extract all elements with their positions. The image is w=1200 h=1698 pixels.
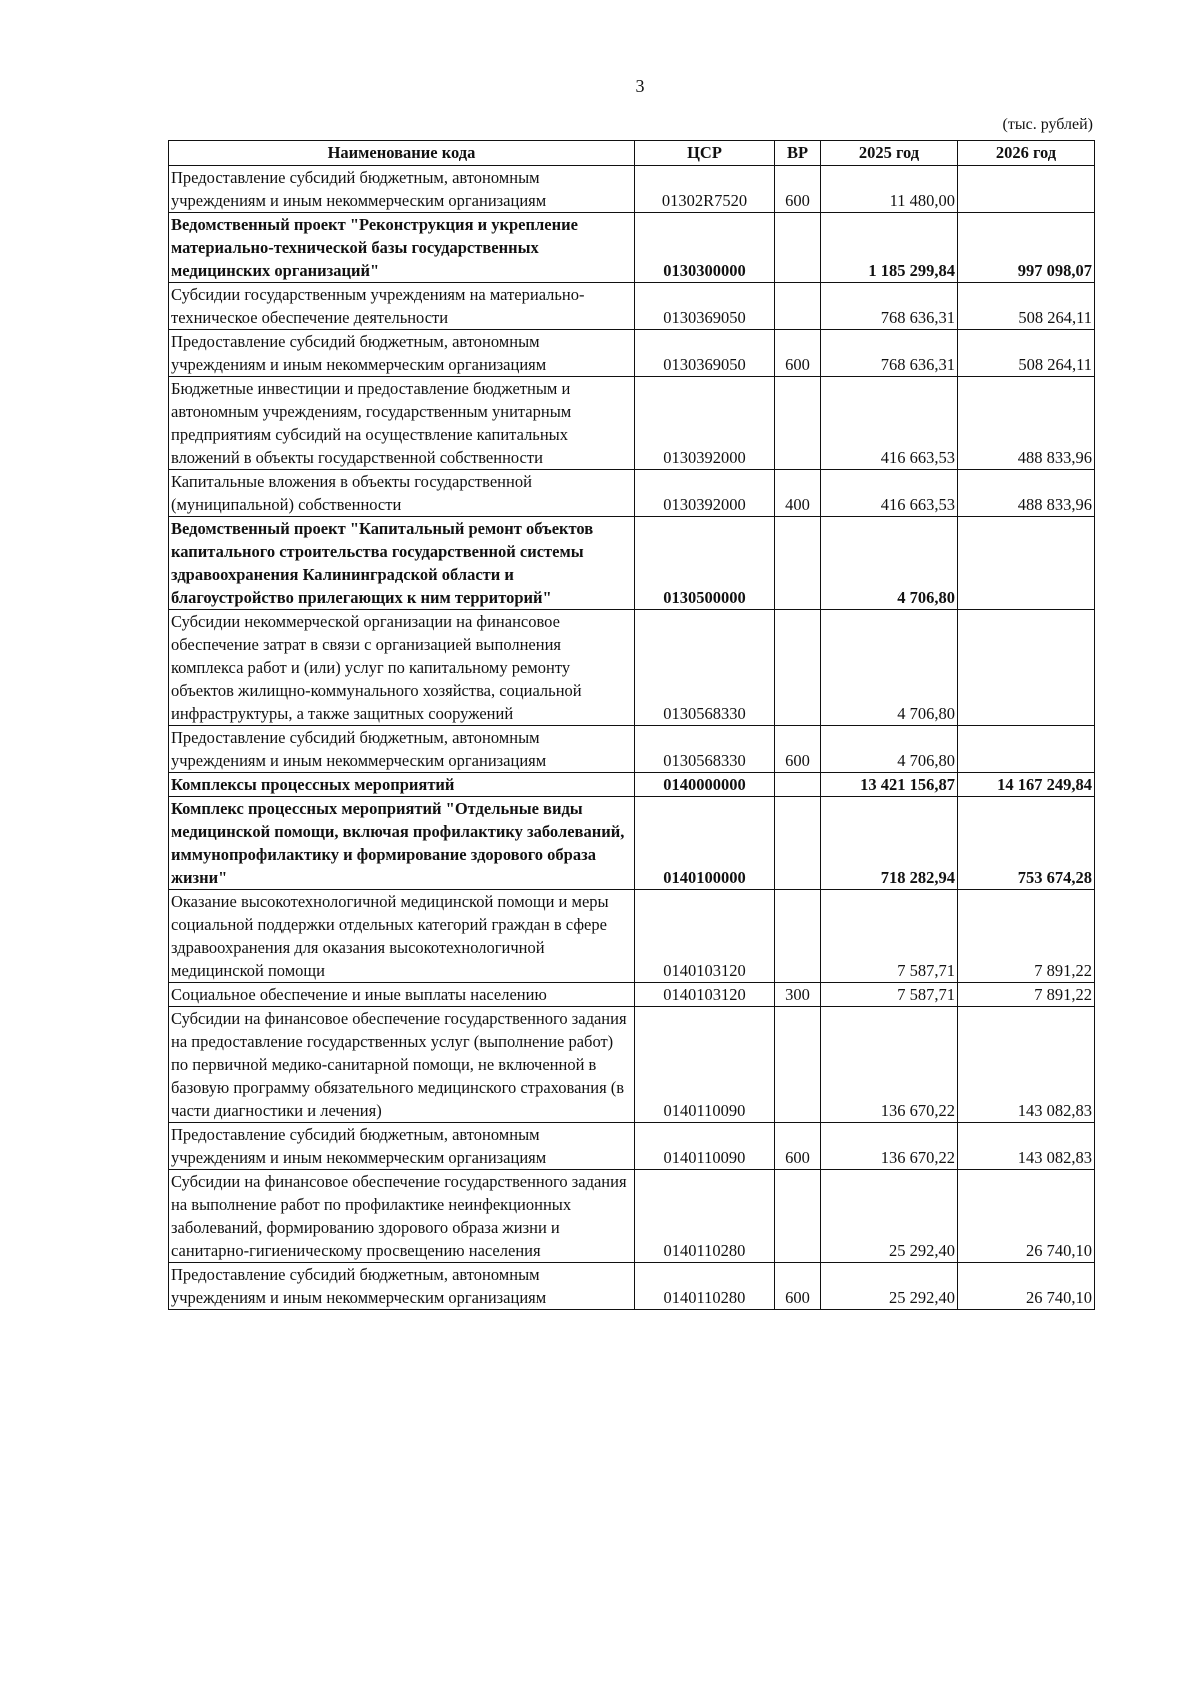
row-2025: 25 292,40 xyxy=(821,1170,958,1263)
row-2026: 508 264,11 xyxy=(958,283,1095,330)
row-2026: 7 891,22 xyxy=(958,890,1095,983)
table-row xyxy=(169,213,1095,283)
row-csr: 0140110090 xyxy=(635,1007,775,1123)
row-2025: 768 636,31 xyxy=(821,283,958,330)
row-name: Бюджетные инвестиции и предоставление бюджетным и автономным учреждениям, государственным унитарным предприятиям субсидий на осуществление капитальных вложений в объекты государственной собственности xyxy=(169,377,635,470)
row-csr: 0140110280 xyxy=(635,1170,775,1263)
row-csr: 0140100000 xyxy=(635,797,775,890)
row-2025: 1 185 299,84 xyxy=(821,213,958,283)
row-csr: 01302R7520 xyxy=(635,166,775,213)
row-csr: 0130369050 xyxy=(635,283,775,330)
table-row xyxy=(169,726,1095,773)
row-2025: 136 670,22 xyxy=(821,1123,958,1170)
row-2026 xyxy=(958,610,1095,726)
row-csr: 0130500000 xyxy=(635,517,775,610)
row-name: Предоставление субсидий бюджетным, автономным учреждениям и иным некоммерческим организациям xyxy=(169,330,635,377)
table-row xyxy=(169,377,1095,470)
header-2026: 2026 год xyxy=(958,141,1095,166)
table-row xyxy=(169,1007,1095,1123)
row-name: Социальное обеспечение и иные выплаты населению xyxy=(169,983,635,1007)
row-name: Комплексы процессных мероприятий xyxy=(169,773,635,797)
table-row xyxy=(169,1170,1095,1263)
row-csr: 0140110280 xyxy=(635,1263,775,1310)
row-2026: 753 674,28 xyxy=(958,797,1095,890)
budget-table xyxy=(168,140,1095,1310)
row-name: Предоставление субсидий бюджетным, автономным учреждениям и иным некоммерческим организациям xyxy=(169,1263,635,1310)
row-name: Субсидии на финансовое обеспечение государственного задания на предоставление государственных услуг (выполнение работ) по первичной медико-санитарной помощи, не включенной в базовую программу обязательного медицинского страхования (в части диагностики и лечения) xyxy=(169,1007,635,1123)
row-2026: 508 264,11 xyxy=(958,330,1095,377)
table-row xyxy=(169,330,1095,377)
row-2026: 14 167 249,84 xyxy=(958,773,1095,797)
table-row xyxy=(169,797,1095,890)
table-row xyxy=(169,890,1095,983)
row-name: Ведомственный проект "Реконструкция и укрепление материально-технической базы государственных медицинских организаций" xyxy=(169,213,635,283)
row-vr xyxy=(775,610,821,726)
row-name: Оказание высокотехнологичной медицинской помощи и меры социальной поддержки отдельных категорий граждан в сфере здравоохранения для оказания высокотехнологичной медицинской помощи xyxy=(169,890,635,983)
row-2025: 7 587,71 xyxy=(821,983,958,1007)
row-2025: 718 282,94 xyxy=(821,797,958,890)
row-csr: 0130568330 xyxy=(635,726,775,773)
row-2026: 26 740,10 xyxy=(958,1170,1095,1263)
row-2026: 997 098,07 xyxy=(958,213,1095,283)
header-2025: 2025 год xyxy=(821,141,958,166)
row-2025: 416 663,53 xyxy=(821,377,958,470)
table-row xyxy=(169,983,1095,1007)
row-vr: 400 xyxy=(775,470,821,517)
table-row xyxy=(169,470,1095,517)
header-name: Наименование кода xyxy=(169,141,635,166)
page-number: 3 xyxy=(635,76,645,96)
table-body xyxy=(169,166,1095,1310)
row-vr xyxy=(775,377,821,470)
row-name: Предоставление субсидий бюджетным, автономным учреждениям и иным некоммерческим организациям xyxy=(169,166,635,213)
table-row xyxy=(169,610,1095,726)
table-row xyxy=(169,773,1095,797)
table-row xyxy=(169,517,1095,610)
row-2026 xyxy=(958,166,1095,213)
row-name: Субсидии государственным учреждениям на материально-техническое обеспечение деятельности xyxy=(169,283,635,330)
row-2025: 416 663,53 xyxy=(821,470,958,517)
header-csr: ЦСР xyxy=(635,141,775,166)
row-vr: 600 xyxy=(775,1263,821,1310)
row-vr: 300 xyxy=(775,983,821,1007)
row-csr: 0140000000 xyxy=(635,773,775,797)
row-2025: 136 670,22 xyxy=(821,1007,958,1123)
row-csr: 0140103120 xyxy=(635,890,775,983)
row-2026: 143 082,83 xyxy=(958,1123,1095,1170)
row-2025: 11 480,00 xyxy=(821,166,958,213)
row-vr xyxy=(775,797,821,890)
row-2025: 4 706,80 xyxy=(821,517,958,610)
header-vr: ВР xyxy=(775,141,821,166)
row-2025: 768 636,31 xyxy=(821,330,958,377)
row-name: Ведомственный проект "Капитальный ремонт объектов капитального строительства государственной системы здравоохранения Калининградской области и благоустройство прилегающих к ним территорий" xyxy=(169,517,635,610)
row-name: Капитальные вложения в объекты государственной (муниципальной) собственности xyxy=(169,470,635,517)
row-vr xyxy=(775,890,821,983)
row-name: Субсидии на финансовое обеспечение государственного задания на выполнение работ по профилактике неинфекционных заболеваний, формированию здорового образа жизни и санитарно-гигиеническому просвещению населения xyxy=(169,1170,635,1263)
table-row xyxy=(169,1123,1095,1170)
row-vr xyxy=(775,213,821,283)
row-2025: 4 706,80 xyxy=(821,726,958,773)
table-row xyxy=(169,1263,1095,1310)
row-2025: 4 706,80 xyxy=(821,610,958,726)
row-csr: 0140103120 xyxy=(635,983,775,1007)
row-vr: 600 xyxy=(775,330,821,377)
row-vr xyxy=(775,517,821,610)
row-csr: 0140110090 xyxy=(635,1123,775,1170)
row-name: Субсидии некоммерческой организации на финансовое обеспечение затрат в связи с организацией выполнения комплекса работ и (или) услуг по капитальному ремонту объектов жилищно-коммунального хозяйства, социальной инфраструктуры, а также защитных сооружений xyxy=(169,610,635,726)
row-vr xyxy=(775,1170,821,1263)
table-row xyxy=(169,166,1095,213)
row-name: Комплекс процессных мероприятий "Отдельные виды медицинской помощи, включая профилактику заболеваний, иммунопрофилактику и формирование здорового образа жизни" xyxy=(169,797,635,890)
row-vr: 600 xyxy=(775,166,821,213)
row-vr: 600 xyxy=(775,1123,821,1170)
row-csr: 0130392000 xyxy=(635,470,775,517)
row-vr: 600 xyxy=(775,726,821,773)
row-2026 xyxy=(958,517,1095,610)
row-name: Предоставление субсидий бюджетным, автономным учреждениям и иным некоммерческим организациям xyxy=(169,1123,635,1170)
row-2025: 13 421 156,87 xyxy=(821,773,958,797)
row-2026: 488 833,96 xyxy=(958,470,1095,517)
row-vr xyxy=(775,1007,821,1123)
row-csr: 0130392000 xyxy=(635,377,775,470)
table-header-row xyxy=(169,141,1095,166)
row-vr xyxy=(775,773,821,797)
row-csr: 0130300000 xyxy=(635,213,775,283)
row-2025: 25 292,40 xyxy=(821,1263,958,1310)
row-2026: 7 891,22 xyxy=(958,983,1095,1007)
row-2025: 7 587,71 xyxy=(821,890,958,983)
table-row xyxy=(169,283,1095,330)
row-name: Предоставление субсидий бюджетным, автономным учреждениям и иным некоммерческим организациям xyxy=(169,726,635,773)
row-2026: 26 740,10 xyxy=(958,1263,1095,1310)
unit-note: (тыс. рублей) xyxy=(1002,116,1093,133)
row-csr: 0130369050 xyxy=(635,330,775,377)
row-csr: 0130568330 xyxy=(635,610,775,726)
row-2026 xyxy=(958,726,1095,773)
row-vr xyxy=(775,283,821,330)
row-2026: 488 833,96 xyxy=(958,377,1095,470)
row-2026: 143 082,83 xyxy=(958,1007,1095,1123)
